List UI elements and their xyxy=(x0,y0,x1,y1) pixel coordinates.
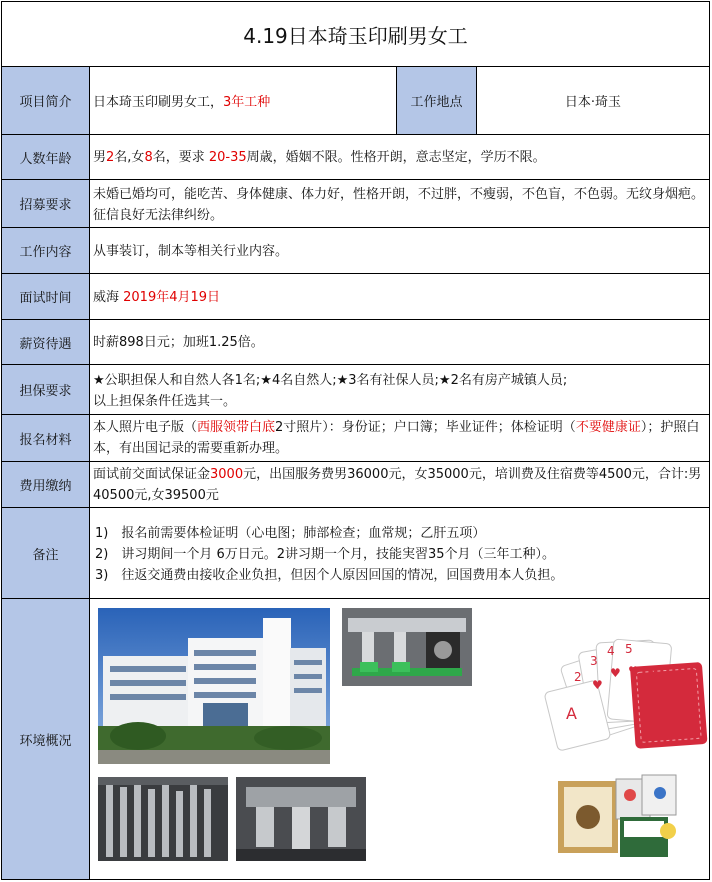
row-interview xyxy=(1,274,710,320)
svg-text:♥: ♥ xyxy=(610,666,621,680)
label-requirements: 招募要求 xyxy=(2,180,90,227)
page-title: 4.19日本琦玉印刷男女工 xyxy=(1,1,710,67)
machine-closeup-photo xyxy=(342,608,472,686)
row-work xyxy=(1,228,710,274)
label-project: 项目简介 xyxy=(2,67,90,134)
row-environment xyxy=(1,599,710,880)
materials-value xyxy=(90,415,709,461)
label-materials: 报名材料 xyxy=(2,415,90,461)
work-value: 从事装订，制本等相关行业内容。 xyxy=(93,243,289,259)
label-guarantee: 担保要求 xyxy=(2,365,90,414)
row-notes xyxy=(1,508,710,599)
label-headcount: 人数年龄 xyxy=(2,135,90,179)
headcount-text: 周歳，婚姻不限。性格开朗，意志坚定，学历不限。 xyxy=(246,150,546,165)
card-rank: 2 xyxy=(574,670,582,684)
card-game-boxes-photo xyxy=(550,771,700,867)
label-interview: 面试时间 xyxy=(2,274,90,319)
row-fees xyxy=(1,462,710,508)
notes-list xyxy=(90,508,709,598)
interview-value xyxy=(90,274,709,319)
card-rank: 3 xyxy=(590,654,598,668)
materials-text: 本人照片电子版（ xyxy=(93,420,198,435)
project-name: 日本琦玉印刷男女工， xyxy=(93,95,224,110)
male-count: 2 xyxy=(106,150,115,165)
fees-text: 元，出国服务费男36000元，女35000元，培训费及住宿费等4500元，合计:男40500元,女39500元 xyxy=(93,467,702,503)
card-rank: 4 xyxy=(607,644,615,658)
environment-photos xyxy=(90,599,709,879)
salary-value: 时薪898日元；加班1.25倍。 xyxy=(93,335,264,350)
row-materials xyxy=(1,415,710,462)
svg-text:♥: ♥ xyxy=(628,664,639,678)
row-headcount xyxy=(1,135,710,180)
card-rank: A xyxy=(566,704,577,723)
guarantee-value xyxy=(90,365,709,414)
project-term: 3年工种 xyxy=(223,95,271,110)
note-item: 3) 往返交通费由接收企业负担，但因个人原因回国的情况，回国费用本人负担。 xyxy=(95,567,564,583)
age-range: 20-35 xyxy=(208,150,247,165)
headcount-text: 名，要求 xyxy=(152,150,209,165)
interview-place: 威海 xyxy=(93,289,124,305)
label-location: 工作地点 xyxy=(397,67,477,134)
location-value: 日本·琦玉 xyxy=(564,95,622,110)
headcount-text: 男 xyxy=(93,150,107,165)
label-work: 工作内容 xyxy=(2,228,90,273)
headcount-text: 名,女 xyxy=(114,150,145,165)
fees-text: 面试前交面试保证金 xyxy=(93,467,211,482)
deposit-amount: 3000 xyxy=(210,467,244,482)
binding-machine-photo xyxy=(236,777,366,861)
label-notes: 备注 xyxy=(2,508,90,598)
note-item: 2) 讲习期间一个月 6万日元。2讲习期一个月，技能実習35个月（三年工种）。 xyxy=(95,546,556,562)
materials-text: ）；护照白本，有出国记录的需要重新办理。 xyxy=(93,420,700,456)
factory-building-photo xyxy=(98,608,330,764)
female-count: 8 xyxy=(144,150,153,165)
label-environment: 环境概况 xyxy=(2,599,90,879)
guarantee-line: 以上担保条件任选其一。 xyxy=(93,393,237,409)
project-value xyxy=(90,67,397,134)
printing-rollers-photo xyxy=(98,777,228,861)
svg-text:♥: ♥ xyxy=(648,668,659,682)
health-note: 不要健康证 xyxy=(575,420,641,435)
row-salary xyxy=(1,320,710,365)
playing-cards-photo xyxy=(530,627,708,753)
svg-text:♥: ♥ xyxy=(592,678,603,692)
label-salary: 薪资待遇 xyxy=(2,320,90,364)
label-fees: 费用缴纳 xyxy=(2,462,90,507)
interview-date: 2019年4月19日 xyxy=(123,289,221,305)
requirements-value: 未婚已婚均可，能吃苦、身体健康、体力好，性格开朗，不过胖，不瘦弱，不色盲，不色弱。无纹身烟疤。征信良好无法律纠纷。 xyxy=(93,186,705,223)
fees-value xyxy=(90,462,709,507)
photo-requirement: 西服领带白底 xyxy=(197,420,276,435)
guarantee-line: ★公职担保人和自然人各1名;★4名自然人;★3名有社保人员;★2名有房产城镇人员; xyxy=(93,372,568,388)
headcount-value xyxy=(90,135,709,179)
note-item: 1) 报名前需要体检证明（心电图；肺部检查；血常规；乙肝五项） xyxy=(95,525,486,541)
row-project xyxy=(1,67,710,135)
materials-text: 2寸照片）：身份证；户口簿；毕业证件；体检证明（ xyxy=(275,420,576,435)
row-requirements xyxy=(1,180,710,228)
row-guarantee xyxy=(1,365,710,415)
card-rank: 5 xyxy=(625,642,633,656)
